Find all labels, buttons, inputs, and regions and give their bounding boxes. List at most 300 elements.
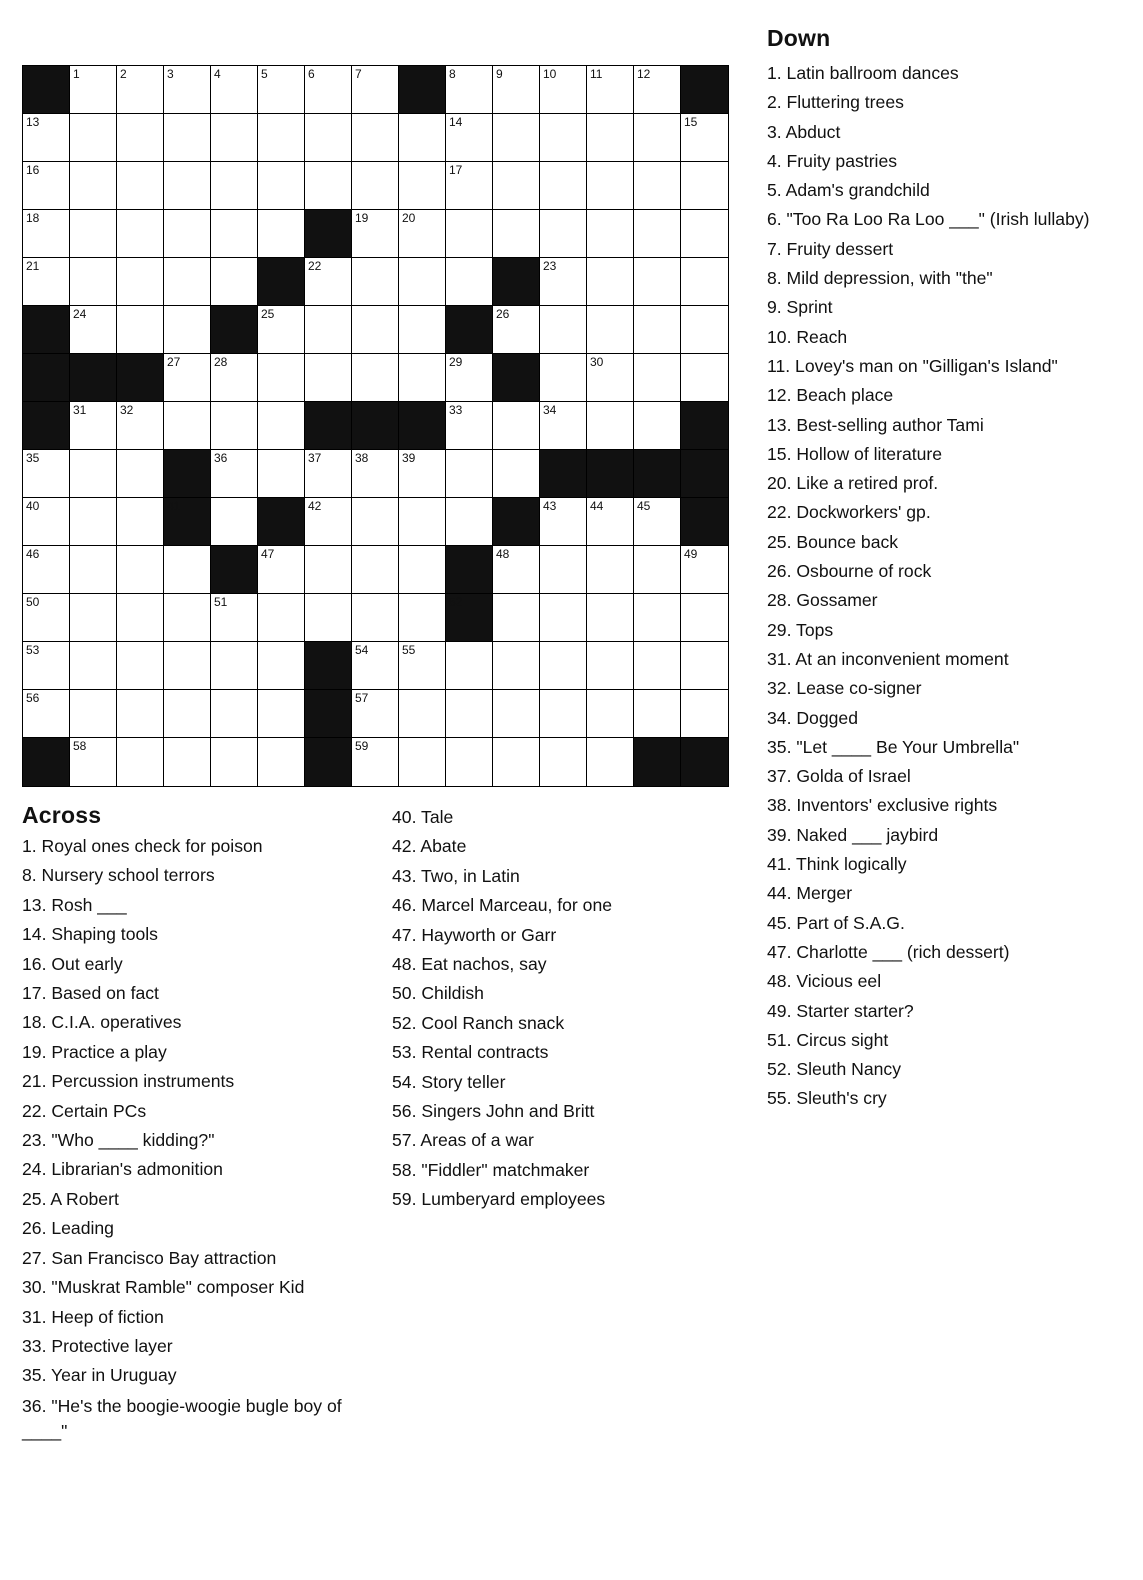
grid-cell[interactable] bbox=[493, 306, 540, 354]
grid-cell[interactable] bbox=[493, 402, 540, 450]
clue-item: 2. Fluttering trees bbox=[767, 92, 904, 113]
grid-cell[interactable] bbox=[634, 306, 681, 354]
grid-cell[interactable] bbox=[117, 66, 164, 114]
grid-cell[interactable] bbox=[70, 498, 117, 546]
clue-item: 31. At an inconvenient moment bbox=[767, 648, 1009, 669]
grid-cell[interactable] bbox=[70, 450, 117, 498]
grid-cell[interactable] bbox=[587, 258, 634, 306]
grid-cell[interactable] bbox=[540, 642, 587, 690]
grid-cell[interactable] bbox=[681, 306, 728, 354]
grid-cell[interactable] bbox=[634, 690, 681, 738]
grid-cell[interactable] bbox=[211, 498, 258, 546]
grid-cell[interactable] bbox=[446, 210, 493, 258]
grid-cell[interactable] bbox=[211, 210, 258, 258]
clue-item: 46. Marcel Marceau, for one bbox=[392, 895, 613, 916]
clue-number: 58 bbox=[73, 739, 87, 753]
grid-cell[interactable] bbox=[446, 738, 493, 786]
grid-cell[interactable] bbox=[634, 642, 681, 690]
clue-item: 28. Gossamer bbox=[767, 590, 878, 611]
grid-cell[interactable] bbox=[258, 642, 305, 690]
clue-item: 39. Naked ___ jaybird bbox=[767, 824, 939, 845]
clue-number: 36 bbox=[214, 451, 228, 465]
grid-cell[interactable] bbox=[352, 546, 399, 594]
grid-cell[interactable] bbox=[70, 690, 117, 738]
clue-item: 17. Based on fact bbox=[22, 983, 159, 1004]
grid-cell[interactable] bbox=[399, 354, 446, 402]
grid-cell[interactable] bbox=[352, 66, 399, 114]
grid-cell[interactable] bbox=[23, 258, 70, 306]
grid-cell[interactable] bbox=[587, 594, 634, 642]
grid-cell[interactable] bbox=[587, 114, 634, 162]
clue-number: 34 bbox=[543, 403, 557, 417]
clue-number: 57 bbox=[355, 691, 369, 705]
grid-cell[interactable] bbox=[211, 450, 258, 498]
grid-cell[interactable] bbox=[258, 306, 305, 354]
grid-cell[interactable] bbox=[70, 114, 117, 162]
grid-cell[interactable] bbox=[540, 690, 587, 738]
grid-cell[interactable] bbox=[70, 546, 117, 594]
grid-cell[interactable] bbox=[117, 162, 164, 210]
clue-number: 26 bbox=[496, 307, 510, 321]
grid-cell[interactable] bbox=[587, 402, 634, 450]
clue-item: 3. Abduct bbox=[767, 121, 841, 142]
grid-cell[interactable] bbox=[540, 114, 587, 162]
clue-number: 4 bbox=[214, 67, 221, 81]
grid-cell[interactable] bbox=[70, 306, 117, 354]
grid-cell[interactable] bbox=[634, 162, 681, 210]
grid-cell[interactable] bbox=[540, 162, 587, 210]
grid-cell[interactable] bbox=[70, 402, 117, 450]
grid-cell[interactable] bbox=[540, 210, 587, 258]
clue-item: 14. Shaping tools bbox=[22, 924, 158, 945]
black-square bbox=[681, 738, 728, 786]
grid-cell[interactable] bbox=[70, 210, 117, 258]
black-square bbox=[258, 258, 305, 306]
clue-item: 13. Rosh ___ bbox=[22, 894, 127, 915]
black-square bbox=[493, 498, 540, 546]
clue-item: 8. Mild depression, with "the" bbox=[767, 268, 993, 289]
grid-cell[interactable] bbox=[211, 642, 258, 690]
grid-cell[interactable] bbox=[305, 594, 352, 642]
black-square bbox=[446, 546, 493, 594]
grid-cell[interactable] bbox=[399, 210, 446, 258]
clue-item: 23. "Who ____ kidding?" bbox=[22, 1130, 215, 1151]
black-square bbox=[446, 306, 493, 354]
clue-number: 42 bbox=[308, 499, 322, 513]
clue-item: 57. Areas of a war bbox=[392, 1130, 534, 1151]
black-square bbox=[211, 306, 258, 354]
grid-cell[interactable] bbox=[540, 738, 587, 786]
grid-cell[interactable] bbox=[70, 162, 117, 210]
clue-item: 7. Fruity dessert bbox=[767, 238, 894, 259]
grid-cell[interactable] bbox=[117, 402, 164, 450]
grid-cell[interactable] bbox=[587, 354, 634, 402]
black-square bbox=[493, 354, 540, 402]
grid-cell[interactable] bbox=[540, 354, 587, 402]
grid-cell[interactable] bbox=[23, 498, 70, 546]
clue-number: 2 bbox=[120, 67, 127, 81]
grid-cell[interactable] bbox=[399, 594, 446, 642]
grid-cell[interactable] bbox=[352, 642, 399, 690]
black-square bbox=[23, 306, 70, 354]
grid-cell[interactable] bbox=[352, 738, 399, 786]
clue-item: 47. Charlotte ___ (rich dessert) bbox=[767, 941, 1010, 962]
grid-cell[interactable] bbox=[258, 546, 305, 594]
clue-number: 43 bbox=[543, 499, 557, 513]
grid-cell[interactable] bbox=[399, 306, 446, 354]
grid-cell[interactable] bbox=[23, 114, 70, 162]
grid-cell[interactable] bbox=[164, 66, 211, 114]
grid-cell[interactable] bbox=[446, 162, 493, 210]
clue-item: 36. "He's the boogie-woogie bugle boy of ____" bbox=[22, 1395, 342, 1441]
grid-cell[interactable] bbox=[493, 642, 540, 690]
grid-cell[interactable] bbox=[399, 690, 446, 738]
grid-cell[interactable] bbox=[258, 690, 305, 738]
grid-cell[interactable] bbox=[399, 642, 446, 690]
grid-cell[interactable] bbox=[587, 690, 634, 738]
grid-cell[interactable] bbox=[634, 354, 681, 402]
clue-item: 22. Dockworkers' gp. bbox=[767, 502, 931, 523]
grid-cell[interactable] bbox=[681, 354, 728, 402]
grid-cell[interactable] bbox=[399, 498, 446, 546]
clue-item: 21. Percussion instruments bbox=[22, 1071, 235, 1092]
grid-cell[interactable] bbox=[117, 546, 164, 594]
clue-item: 16. Out early bbox=[22, 953, 123, 974]
grid-cell[interactable] bbox=[446, 690, 493, 738]
grid-cell[interactable] bbox=[305, 66, 352, 114]
clue-number: 47 bbox=[261, 547, 275, 561]
grid-cell[interactable] bbox=[540, 402, 587, 450]
clue-item: 43. Two, in Latin bbox=[392, 865, 520, 886]
grid-cell[interactable] bbox=[305, 162, 352, 210]
clue-number: 51 bbox=[214, 595, 228, 609]
black-square bbox=[681, 450, 728, 498]
grid-cell[interactable] bbox=[258, 594, 305, 642]
clue-number: 50 bbox=[26, 595, 40, 609]
grid-cell[interactable] bbox=[634, 402, 681, 450]
grid-cell[interactable] bbox=[493, 546, 540, 594]
grid-cell[interactable] bbox=[681, 642, 728, 690]
clue-item: 35. Year in Uruguay bbox=[22, 1365, 177, 1386]
grid-cell[interactable] bbox=[587, 546, 634, 594]
clue-item: 8. Nursery school terrors bbox=[22, 865, 215, 886]
grid-cell[interactable] bbox=[164, 354, 211, 402]
grid-cell[interactable] bbox=[23, 690, 70, 738]
grid-cell[interactable] bbox=[70, 66, 117, 114]
grid-cell[interactable] bbox=[211, 738, 258, 786]
grid-cell[interactable] bbox=[164, 162, 211, 210]
grid-cell[interactable] bbox=[352, 498, 399, 546]
grid-cell[interactable] bbox=[493, 210, 540, 258]
grid-cell[interactable] bbox=[258, 738, 305, 786]
clue-item: 48. Eat nachos, say bbox=[392, 954, 547, 975]
grid-cell[interactable] bbox=[23, 162, 70, 210]
grid-cell[interactable] bbox=[352, 114, 399, 162]
grid-cell[interactable] bbox=[211, 354, 258, 402]
clue-number: 22 bbox=[308, 259, 322, 273]
grid-cell[interactable] bbox=[305, 450, 352, 498]
grid-cell[interactable] bbox=[540, 546, 587, 594]
grid-cell[interactable] bbox=[258, 66, 305, 114]
grid-cell[interactable] bbox=[70, 642, 117, 690]
grid-cell[interactable] bbox=[634, 66, 681, 114]
grid-cell[interactable] bbox=[117, 498, 164, 546]
clue-item: 26. Osbourne of rock bbox=[767, 561, 932, 582]
grid-cell[interactable] bbox=[117, 738, 164, 786]
grid-cell[interactable] bbox=[399, 258, 446, 306]
grid-cell[interactable] bbox=[587, 162, 634, 210]
grid-cell[interactable] bbox=[23, 450, 70, 498]
grid-cell[interactable] bbox=[352, 594, 399, 642]
grid-cell[interactable] bbox=[587, 642, 634, 690]
clue-item: 33. Protective layer bbox=[22, 1335, 173, 1356]
grid-cell[interactable] bbox=[352, 690, 399, 738]
clue-number: 48 bbox=[496, 547, 510, 561]
grid-cell[interactable] bbox=[117, 642, 164, 690]
black-square bbox=[587, 450, 634, 498]
clue-number: 32 bbox=[120, 403, 134, 417]
clue-number: 12 bbox=[637, 67, 651, 81]
grid-cell[interactable] bbox=[23, 594, 70, 642]
grid-cell[interactable] bbox=[23, 642, 70, 690]
grid-cell[interactable] bbox=[211, 258, 258, 306]
clue-item: 58. "Fiddler" matchmaker bbox=[392, 1159, 590, 1180]
grid-cell[interactable] bbox=[681, 162, 728, 210]
clue-number: 53 bbox=[26, 643, 40, 657]
grid-cell[interactable] bbox=[634, 258, 681, 306]
grid-cell[interactable] bbox=[399, 738, 446, 786]
grid-cell[interactable] bbox=[70, 258, 117, 306]
grid-cell[interactable] bbox=[352, 258, 399, 306]
grid-cell[interactable] bbox=[70, 594, 117, 642]
grid-cell[interactable] bbox=[540, 498, 587, 546]
grid-cell[interactable] bbox=[305, 498, 352, 546]
black-square bbox=[681, 498, 728, 546]
grid-cell[interactable] bbox=[446, 66, 493, 114]
grid-cell[interactable] bbox=[117, 690, 164, 738]
grid-cell[interactable] bbox=[493, 162, 540, 210]
black-square bbox=[117, 354, 164, 402]
grid-cell[interactable] bbox=[211, 594, 258, 642]
grid-cell[interactable] bbox=[399, 114, 446, 162]
grid-cell[interactable] bbox=[164, 738, 211, 786]
grid-cell[interactable] bbox=[258, 402, 305, 450]
clue-item: 47. Hayworth or Garr bbox=[392, 924, 557, 945]
grid-cell[interactable] bbox=[211, 402, 258, 450]
grid-cell[interactable] bbox=[681, 546, 728, 594]
clue-number: 28 bbox=[214, 355, 228, 369]
across-clue-list-col2 bbox=[392, 803, 612, 1215]
grid-cell[interactable] bbox=[258, 162, 305, 210]
clue-item: 50. Childish bbox=[392, 983, 484, 1004]
grid-cell[interactable] bbox=[352, 450, 399, 498]
clue-number: 7 bbox=[355, 67, 362, 81]
clue-number: 20 bbox=[402, 211, 416, 225]
grid-cell[interactable] bbox=[164, 114, 211, 162]
clue-item: 55. Sleuth's cry bbox=[767, 1088, 887, 1109]
grid-cell[interactable] bbox=[23, 210, 70, 258]
grid-cell[interactable] bbox=[493, 594, 540, 642]
black-square bbox=[23, 354, 70, 402]
clue-number: 56 bbox=[26, 691, 40, 705]
grid-cell[interactable] bbox=[164, 642, 211, 690]
grid-cell[interactable] bbox=[446, 402, 493, 450]
grid-cell[interactable] bbox=[117, 114, 164, 162]
grid-cell[interactable] bbox=[681, 210, 728, 258]
grid-cell[interactable] bbox=[493, 66, 540, 114]
grid-cell[interactable] bbox=[258, 450, 305, 498]
grid-cell[interactable] bbox=[446, 450, 493, 498]
grid-cell[interactable] bbox=[117, 258, 164, 306]
grid-cell[interactable] bbox=[634, 210, 681, 258]
grid-cell[interactable] bbox=[540, 594, 587, 642]
grid-cell[interactable] bbox=[305, 306, 352, 354]
black-square bbox=[23, 738, 70, 786]
grid-cell[interactable] bbox=[399, 162, 446, 210]
grid-cell[interactable] bbox=[399, 546, 446, 594]
clue-number: 19 bbox=[355, 211, 369, 225]
clue-number: 25 bbox=[261, 307, 275, 321]
clue-number: 21 bbox=[26, 259, 40, 273]
grid-cell[interactable] bbox=[305, 546, 352, 594]
clue-item: 56. Singers John and Britt bbox=[392, 1101, 595, 1122]
clue-item: 27. San Francisco Bay attraction bbox=[22, 1247, 277, 1268]
grid-cell[interactable] bbox=[352, 162, 399, 210]
grid-cell[interactable] bbox=[493, 690, 540, 738]
clue-item: 49. Starter starter? bbox=[767, 1000, 914, 1021]
grid-cell[interactable] bbox=[258, 114, 305, 162]
clue-item: 53. Rental contracts bbox=[392, 1042, 549, 1063]
clue-item: 9. Sprint bbox=[767, 297, 833, 318]
grid-cell[interactable] bbox=[258, 210, 305, 258]
grid-cell[interactable] bbox=[399, 450, 446, 498]
clue-item: 34. Dogged bbox=[767, 707, 858, 728]
grid-cell[interactable] bbox=[587, 738, 634, 786]
clue-item: 6. "Too Ra Loo Ra Loo ___" (Irish lullaby) bbox=[767, 209, 1090, 230]
grid-cell[interactable] bbox=[352, 210, 399, 258]
clue-item: 37. Golda of Israel bbox=[767, 766, 911, 787]
clue-number: 3 bbox=[167, 67, 174, 81]
clue-number: 29 bbox=[449, 355, 463, 369]
grid-cell[interactable] bbox=[211, 66, 258, 114]
clue-item: 18. C.I.A. operatives bbox=[22, 1012, 182, 1033]
grid-cell[interactable] bbox=[211, 690, 258, 738]
grid-cell[interactable] bbox=[164, 402, 211, 450]
clue-number: 14 bbox=[449, 115, 463, 129]
clue-number: 17 bbox=[449, 163, 463, 177]
black-square bbox=[681, 66, 728, 114]
grid-cell[interactable] bbox=[587, 210, 634, 258]
black-square bbox=[305, 210, 352, 258]
grid-cell[interactable] bbox=[446, 642, 493, 690]
clue-number: 35 bbox=[26, 451, 40, 465]
clue-number: 31 bbox=[73, 403, 87, 417]
clue-item: 38. Inventors' exclusive rights bbox=[767, 795, 998, 816]
grid-cell[interactable] bbox=[587, 306, 634, 354]
grid-cell[interactable] bbox=[117, 306, 164, 354]
clue-number: 39 bbox=[402, 451, 416, 465]
grid-cell[interactable] bbox=[258, 354, 305, 402]
grid-cell[interactable] bbox=[164, 258, 211, 306]
clue-item: 29. Tops bbox=[767, 619, 834, 640]
across-heading: Across bbox=[22, 802, 102, 828]
grid-cell[interactable] bbox=[164, 546, 211, 594]
clue-number: 1 bbox=[73, 67, 80, 81]
grid-cell[interactable] bbox=[493, 450, 540, 498]
clue-number: 59 bbox=[355, 739, 369, 753]
grid-cell[interactable] bbox=[352, 306, 399, 354]
clue-number: 11 bbox=[590, 67, 603, 81]
clue-item: 41. Think logically bbox=[767, 854, 907, 875]
grid-cell[interactable] bbox=[446, 258, 493, 306]
grid-cell[interactable] bbox=[587, 498, 634, 546]
black-square bbox=[211, 546, 258, 594]
grid-cell[interactable] bbox=[70, 738, 117, 786]
grid-cell[interactable] bbox=[446, 114, 493, 162]
clue-item: 45. Part of S.A.G. bbox=[767, 912, 905, 933]
clue-item: 24. Librarian's admonition bbox=[22, 1159, 223, 1180]
crossword-grid bbox=[22, 65, 729, 787]
grid-cell[interactable] bbox=[211, 162, 258, 210]
grid-cell[interactable] bbox=[493, 738, 540, 786]
grid-cell[interactable] bbox=[446, 498, 493, 546]
clue-number: 45 bbox=[637, 499, 651, 513]
grid-cell[interactable] bbox=[493, 114, 540, 162]
grid-cell[interactable] bbox=[164, 210, 211, 258]
clue-number: 16 bbox=[26, 163, 40, 177]
grid-cell[interactable] bbox=[117, 594, 164, 642]
grid-cell[interactable] bbox=[352, 354, 399, 402]
grid-cell[interactable] bbox=[681, 690, 728, 738]
clue-item: 1. Latin ballroom dances bbox=[767, 63, 959, 83]
grid-cell[interactable] bbox=[117, 450, 164, 498]
grid-cell[interactable] bbox=[305, 258, 352, 306]
grid-cell[interactable] bbox=[634, 594, 681, 642]
clue-item: 52. Sleuth Nancy bbox=[767, 1059, 901, 1080]
clue-number: 49 bbox=[684, 547, 698, 561]
clue-item: 30. "Muskrat Ramble" composer Kid bbox=[22, 1277, 305, 1298]
grid-cell[interactable] bbox=[446, 354, 493, 402]
grid-cell[interactable] bbox=[540, 258, 587, 306]
grid-cell[interactable] bbox=[681, 258, 728, 306]
grid-cell[interactable] bbox=[211, 114, 258, 162]
clue-item: 51. Circus sight bbox=[767, 1029, 889, 1050]
grid-cell[interactable] bbox=[117, 210, 164, 258]
grid-cell[interactable] bbox=[540, 306, 587, 354]
clue-item: 12. Beach place bbox=[767, 385, 894, 406]
black-square bbox=[446, 594, 493, 642]
grid-cell[interactable] bbox=[164, 594, 211, 642]
black-square bbox=[305, 690, 352, 738]
grid-cell[interactable] bbox=[540, 66, 587, 114]
grid-cell[interactable] bbox=[305, 114, 352, 162]
grid-cell[interactable] bbox=[23, 546, 70, 594]
grid-cell[interactable] bbox=[681, 114, 728, 162]
black-square bbox=[634, 738, 681, 786]
black-square bbox=[164, 450, 211, 498]
clue-item: 59. Lumberyard employees bbox=[392, 1189, 606, 1210]
grid-cell[interactable] bbox=[305, 354, 352, 402]
clue-item: 11. Lovey's man on "Gilligan's Island" bbox=[767, 355, 1058, 376]
grid-cell[interactable] bbox=[634, 546, 681, 594]
grid-cell[interactable] bbox=[164, 306, 211, 354]
grid-cell[interactable] bbox=[681, 594, 728, 642]
grid-cell[interactable] bbox=[164, 690, 211, 738]
grid-cell[interactable] bbox=[634, 114, 681, 162]
clue-number: 6 bbox=[308, 67, 315, 81]
grid-cell[interactable] bbox=[587, 66, 634, 114]
grid-cell[interactable] bbox=[634, 498, 681, 546]
